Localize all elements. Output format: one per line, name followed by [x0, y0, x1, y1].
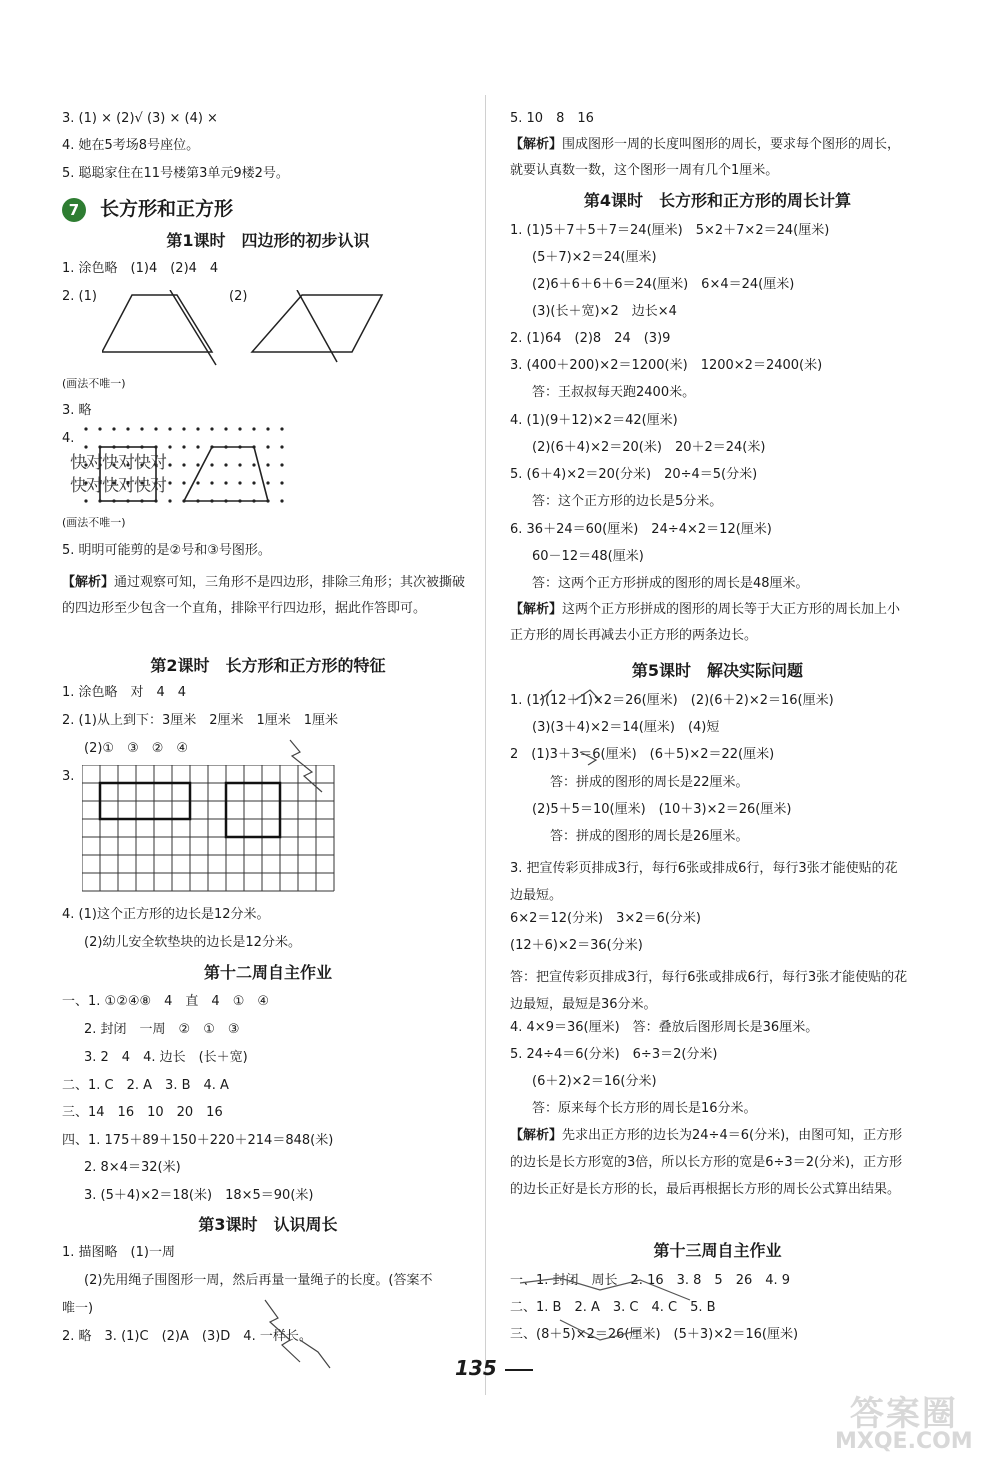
answer-line: 5. 24÷4＝6(分米) 6÷3＝2(分米)	[510, 1047, 718, 1062]
analysis-text: 先求出正方形的边长为24÷4＝6(分米)，由图可知，正方形的边长是长方形宽的3倍，所以长方形的宽是6÷3＝2(分米)，正方形的边长正好是长方形的长，最后再根据长方形的周长公式算出结果。	[510, 1128, 903, 1197]
section-heading: 第3课时 认识周长	[198, 1215, 338, 1234]
answer-line: 3. 2 4 4. 边长 (长＋宽)	[84, 1050, 248, 1065]
section-heading: 第5课时 解决实际问题	[631, 661, 804, 680]
answer-line: (6＋2)×2＝16(分米)	[532, 1074, 657, 1089]
answer-line: 4. 4×9＝36(厘米) 答：叠放后图形周长是36厘米。	[510, 1020, 819, 1035]
answer-line: 答：王叔叔每天跑2400米。	[532, 385, 696, 400]
analysis-text: 围成图形一周的长度叫图形的周长，要求每个图形的周长，就要认真数一数，这个图形一周有几个1厘米。	[510, 137, 901, 178]
answer-line: (2)幼儿安全软垫块的边长是12分米。	[84, 935, 301, 950]
answer-line: 答：这两个正方形拼成的图形的周长是48厘米。	[532, 576, 809, 591]
answer-line: (2)5＋5＝10(厘米) (10＋3)×2＝26(厘米)	[532, 802, 792, 817]
chapter-title: 长方形和正方形	[100, 198, 234, 220]
answer-line: 60－12＝48(厘米)	[532, 549, 644, 564]
answer-line: 2. 略 3. (1)C (2)A (3)D 4. 一样长。	[62, 1329, 312, 1344]
note-line: (画法不唯一)	[62, 377, 126, 390]
answer-line: 唯一)	[62, 1301, 94, 1316]
answer-line: 2. 8×4＝32(米)	[84, 1160, 181, 1175]
answer-line: 3. (400＋200)×2＝1200(米) 1200×2＝2400(米)	[510, 358, 823, 373]
answer-line: 答：拼成的图形的周长是22厘米。	[550, 775, 749, 790]
site-watermark	[835, 1394, 973, 1456]
answer-line: 答：把宣传彩页排成3行，每行6张或排成6行，每行3张才能使贴的花边最短，最短是36分米。	[510, 970, 908, 1012]
answer-line: 一、1. 封闭 周长 2. 16 3. 8 5 26 4. 9	[510, 1273, 791, 1288]
section-heading: 第4课时 长方形和正方形的周长计算	[583, 191, 852, 210]
section-heading: 第十三周自主作业	[653, 1241, 782, 1260]
answer-line: 5. 明明可能剪的是②号和③号图形。	[62, 543, 271, 558]
answer-line: 1. (1)(12＋1)×2＝26(厘米) (2)(6＋2)×2＝16(厘米)	[510, 693, 834, 708]
answer-line: 四、1. 175＋89＋150＋220＋214＝848(米)	[62, 1133, 334, 1148]
answer-line: (2)先用绳子围图形一周，然后再量一量绳子的长度。(答案不	[84, 1273, 433, 1288]
section-heading: 第1课时 四边形的初步认识	[166, 231, 370, 250]
section-heading: 第十二周自主作业	[203, 963, 332, 982]
overlay-watermark-text: 快对快对快对	[70, 453, 166, 473]
answer-line: 3. 把宣传彩页排成3行，每行6张或排成6行，每行3张才能使贴的花边最短。	[510, 861, 898, 903]
answer-line: 5. (6＋4)×2＝20(分米) 20÷4＝5(分米)	[510, 467, 758, 482]
answer-line: (2)6＋6＋6＋6＝24(厘米) 6×4＝24(厘米)	[532, 277, 795, 292]
analysis-text: 通过观察可知，三角形不是四边形，排除三角形；其次被撕破的四边形至少包含一个直角，排除平行四边形，据此作答即可。	[62, 575, 466, 616]
answer-line: 1. 描图略 (1)一周	[62, 1245, 175, 1260]
answer-line: 4. (1)这个正方形的边长是12分米。	[62, 907, 270, 922]
answer-line: 4.	[62, 431, 75, 446]
answer-line: (2)① ③ ② ④	[84, 741, 189, 756]
answer-line: (2)	[229, 289, 248, 304]
answer-line: 二、1. C 2. A 3. B 4. A	[62, 1078, 229, 1093]
section-heading: 第2课时 长方形和正方形的特征	[150, 656, 386, 675]
page-number-rule	[505, 1369, 533, 1371]
answer-line: 答：这个正方形的边长是5分米。	[532, 494, 723, 509]
analysis-tag: 【解析】	[62, 575, 115, 590]
note-line: (画法不唯一)	[62, 516, 126, 529]
page-number: 135	[455, 1356, 497, 1380]
answer-line: 二、1. B 2. A 3. C 4. C 5. B	[510, 1300, 716, 1315]
watermark-url: MXQE.COM	[835, 1429, 973, 1454]
answer-line: 3. (1) × (2)√ (3) × (4) ×	[62, 111, 218, 126]
answer-line: 3. (5＋4)×2＝18(米) 18×5＝90(米)	[84, 1188, 314, 1203]
answer-line: (3)(长＋宽)×2 边长×4	[532, 304, 677, 319]
answer-line: 三、(8＋5)×2＝26(厘米) (5＋3)×2＝16(厘米)	[510, 1327, 799, 1342]
analysis-tag: 【解析】	[510, 1128, 563, 1143]
answer-line: 2. (1)64 (2)8 24 (3)9	[510, 331, 671, 346]
answer-line: 2. (1)从上到下：3厘米 2厘米 1厘米 1厘米	[62, 713, 339, 728]
answer-line: 1. 涂色略 (1)4 (2)4 4	[62, 261, 219, 276]
answer-line: 三、14 16 10 20 16	[62, 1105, 223, 1120]
answer-line: 2. 封闭 一周 ② ① ③	[84, 1022, 240, 1037]
analysis-tag: 【解析】	[510, 137, 563, 152]
answer-line: 5. 聪聪家住在11号楼第3单元9楼2号。	[62, 166, 289, 181]
analysis-text: 这两个正方形拼成的图形的周长等于大正方形的周长加上小正方形的周长再减去小正方形的两条边长。	[510, 602, 901, 643]
analysis-tag: 【解析】	[510, 602, 563, 617]
answer-line: 答：拼成的图形的周长是26厘米。	[550, 829, 749, 844]
answer-line: (2)(6＋4)×2＝20(米) 20＋2＝24(米)	[532, 440, 766, 455]
chapter-number-badge: 7	[62, 198, 86, 222]
answer-line: 1. (1)5＋7＋5＋7＝24(厘米) 5×2＋7×2＝24(厘米)	[510, 223, 830, 238]
answer-line: 3. 略	[62, 403, 92, 418]
answer-line: 4. 她在5考场8号座位。	[62, 138, 200, 153]
answer-line: 6. 36＋24＝60(厘米) 24÷4×2＝12(厘米)	[510, 522, 772, 537]
answer-line: 2. (1)	[62, 289, 97, 304]
answer-line: (5＋7)×2＝24(厘米)	[532, 250, 657, 265]
answer-line: (3)(3＋4)×2＝14(厘米) (4)短	[532, 720, 720, 735]
answer-line: 6×2＝12(分米) 3×2＝6(分米)	[510, 911, 701, 926]
overlay-watermark-text: 快对快对快对	[70, 476, 166, 496]
answer-line: 2 (1)3＋3＝6(厘米) (6＋5)×2＝22(厘米)	[510, 747, 775, 762]
answer-line: 5. 10 8 16	[510, 111, 594, 126]
answer-line: (12＋6)×2＝36(分米)	[510, 938, 643, 953]
watermark-logo-text: 答案圈	[849, 1394, 958, 1434]
answer-line: 答：原来每个长方形的周长是16分米。	[532, 1101, 757, 1116]
answer-line: 4. (1)(9＋12)×2＝42(厘米)	[510, 413, 678, 428]
answer-line: 1. 涂色略 对 4 4	[62, 685, 187, 700]
answer-line: 3.	[62, 769, 75, 784]
answer-line: 一、1. ①②④⑧ 4 直 4 ① ④	[62, 994, 270, 1009]
